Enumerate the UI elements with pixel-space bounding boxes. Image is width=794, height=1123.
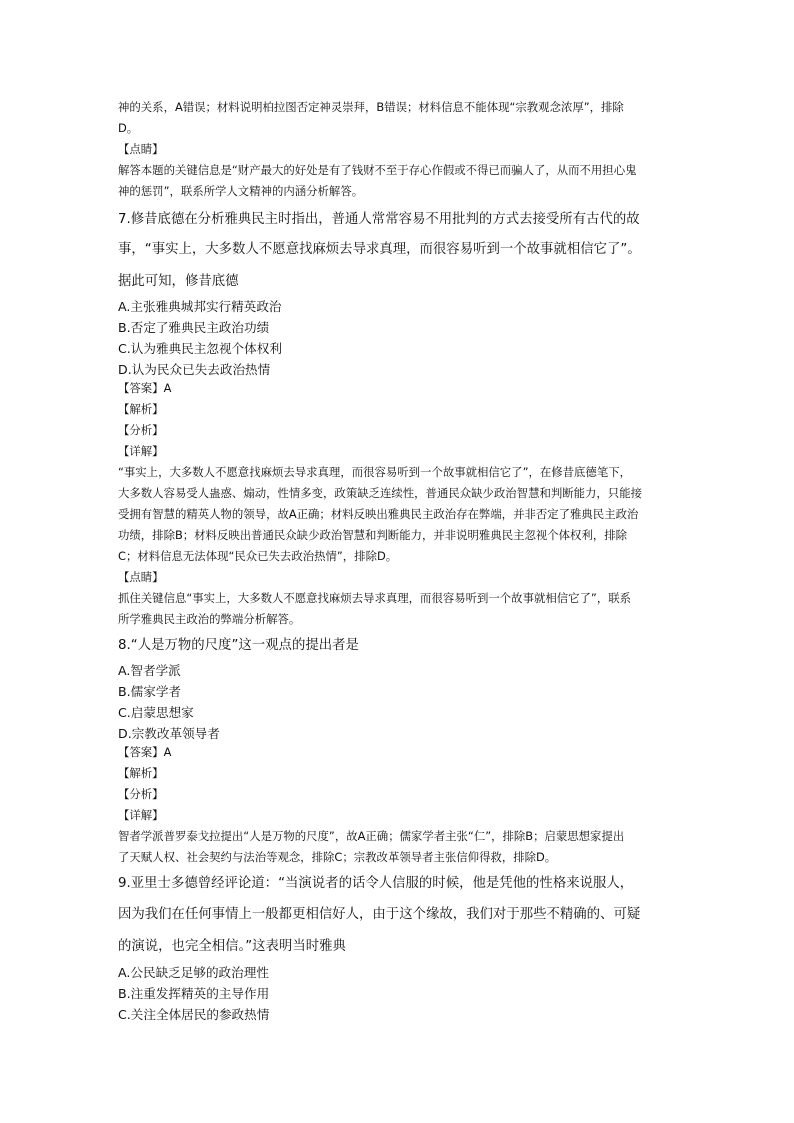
q7-fenxi-label: 【分析】 (118, 423, 164, 437)
q8-option-d: D.宗教改革领导者 (118, 726, 220, 741)
q8-answer: 【答案】A (118, 745, 172, 759)
q7-detail-line: “事实上，大多数人不愿意找麻烦去导求真理，而很容易听到一个故事就相信它了”，在修昔底德笔下， (118, 465, 631, 479)
q9-stem-line: 的演说，也完全相信。”这表明当时雅典 (118, 939, 346, 954)
q7-tip-line: 所学雅典民主政治的弊端分析解答。 (118, 612, 301, 626)
q8-xiangjie-label: 【详解】 (118, 808, 164, 822)
q7-stem-line: 据此可知，修昔底德 (118, 274, 239, 289)
q7-xiangjie-label: 【详解】 (118, 444, 164, 458)
q7-stem-line: 事，“事实上，大多数人不愿意找麻烦去导求真理，而很容易听到一个故事就相信它了”。 (118, 242, 641, 257)
q6-tip-label: 【点睛】 (118, 142, 164, 156)
q7-detail-line: C；材料信息无法体现“民众已失去政治热情”，排除D。 (118, 549, 398, 563)
q9-option-b: B.注重发挥精英的主导作用 (118, 986, 270, 1001)
q9-stem-line: 9.亚里士多德曾经评论道：“当演说者的话令人信服的时候，他是凭他的性格来说服人， (118, 876, 634, 891)
q9-option-a: A.公民缺乏足够的政治理性 (118, 965, 269, 980)
q6-analysis-line: D。 (118, 121, 139, 135)
q7-tip-label: 【点睛】 (118, 570, 164, 584)
q8-jiexi-label: 【解析】 (118, 766, 164, 780)
q7-option-c: C.认为雅典民主忽视个体权利 (118, 341, 282, 356)
q9-stem-line: 因为我们在任何事情上一般都更相信好人，由于这个缘故，我们对于那些不精确的、可疑 (118, 907, 641, 922)
q7-option-b: B.否定了雅典民主政治功绩 (118, 320, 270, 335)
q7-option-a: A.主张雅典城邦实行精英政治 (118, 299, 282, 314)
q7-detail-line: 受拥有智慧的精英人物的领导，故A正确；材料反映出雅典民主政治存在弊端，并非否定了雅典民主政治 (118, 507, 639, 521)
q8-detail-line: 了天赋人权、社会契约与法治等观念，排除C；宗教改革领导者主张信仰得救，排除D。 (118, 850, 557, 864)
q8-option-b: B.儒家学者 (118, 684, 182, 699)
q7-jiexi-label: 【解析】 (118, 402, 164, 416)
q8-fenxi-label: 【分析】 (118, 787, 164, 801)
q6-tip-line: 解答本题的关键信息是“财产最大的好处是有了钱财不至于存心作假或不得已而骗人了，从而不用担心鬼 (118, 163, 637, 177)
q7-detail-line: 大多数人容易受人蛊惑、煽动，性情多变，政策缺乏连续性，普通民众缺少政治智慧和判断能力，只能接 (118, 486, 642, 500)
q8-option-a: A.智者学派 (118, 663, 181, 678)
q9-option-c: C.关注全体居民的参政热情 (118, 1007, 270, 1022)
q8-detail-line: 智者学派普罗泰戈拉提出“人是万物的尺度”，故A正确；儒家学者主张“仁”，排除B；启蒙思想家提出 (118, 829, 625, 843)
q6-analysis-line: 神的关系，A错误；材料说明柏拉图否定神灵崇拜，B错误；材料信息不能体现“宗教观念浓厚”，排除 (118, 100, 624, 114)
q7-answer: 【答案】A (118, 381, 172, 395)
q7-tip-line: 抓住关键信息“事实上，大多数人不愿意找麻烦去导求真理，而很容易听到一个故事就相信它了”，联系 (118, 591, 631, 605)
q6-tip-line: 神的惩罚”，联系所学人文精神的内涵分析解答。 (118, 184, 364, 198)
q7-stem-line: 7.修昔底德在分析雅典民主时指出，普通人常常容易不用批判的方式去接受所有古代的故 (118, 212, 640, 227)
q7-detail-line: 功绩，排除B；材料反映出普通民众缺少政治智慧和判断能力，并非说明雅典民主忽视个体权利，排除 (118, 528, 628, 542)
q8-stem: 8.“人是万物的尺度”这一观点的提出者是 (118, 638, 359, 653)
q8-option-c: C.启蒙思想家 (118, 705, 194, 720)
q7-option-d: D.认为民众已失去政治热情 (118, 362, 271, 377)
